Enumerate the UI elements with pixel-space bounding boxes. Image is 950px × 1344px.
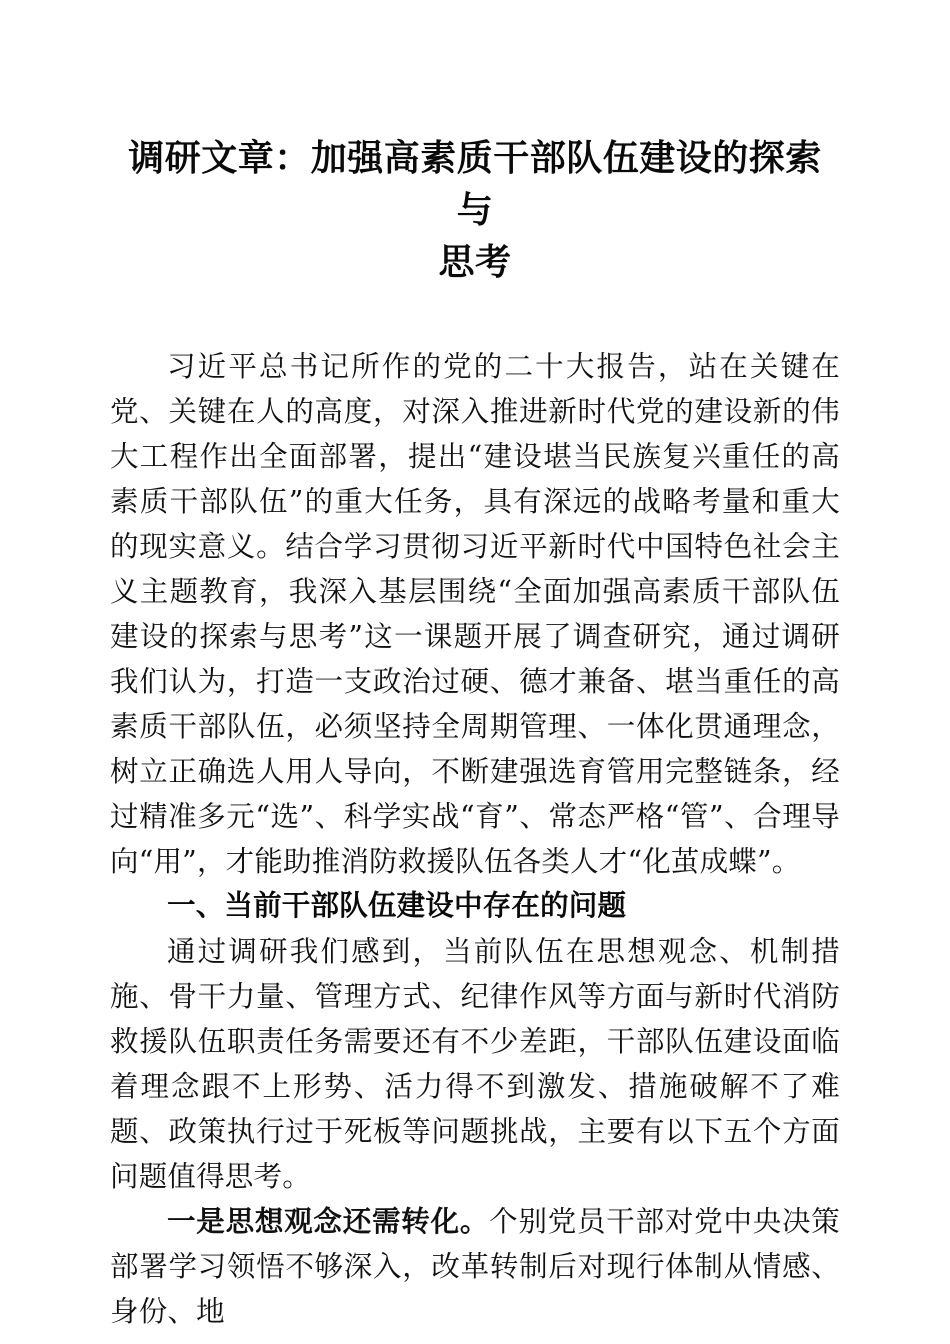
paragraph-point-one-text: 个别党员干部对党中央决策部署学习领悟不够深入，改革转制后对现行体制从情感、身份、地	[110, 1205, 841, 1328]
document-content	[110, 132, 840, 1334]
page-title-line-1: 调研文章：加强高素质干部队伍建设的探索与	[128, 138, 822, 230]
paragraph-point-one-lead: 一是思想观念还需转化。	[167, 1204, 490, 1238]
paragraph-section-one-intro: 通过调研我们感到，当前队伍在思想观念、机制措施、骨干力量、管理方式、纪律作风等方面与新时代消防救援队伍职责任务需要还有不少差距，干部队伍建设面临着理念跟不上形势、活力得不到激发、措施破解不了难题、政策执行过于死板等问题挑战，主要有以下五个方面问题值得思考。	[110, 935, 840, 1193]
document-body	[110, 344, 840, 1334]
page-title	[110, 132, 840, 288]
paragraph-point-one	[110, 1199, 840, 1334]
section-heading-one: 一、当前干部队伍建设中存在的问题	[167, 890, 627, 922]
page-title-line-2: 思考	[438, 242, 512, 282]
paragraph-intro: 习近平总书记所作的党的二十大报告，站在关键在党、关键在人的高度，对深入推进新时代党的建设新的伟大工程作出全面部署，提出“建设堪当民族复兴重任的高素质干部队伍”的重大任务，具有深远的战略考量和重大的现实意义。结合学习贯彻习近平新时代中国特色社会主义主题教育，我深入基层围绕“全面加强高素质干部队伍建设的探索与思考”这一课题开展了调查研究，通过调研我们认为，打造一支政治过硬、德才兼备、堪当重任的高素质干部队伍，必须坚持全周期管理、一体化贯通理念，树立正确选人用人导向，不断建强选育管用完整链条，经过精准多元“选”、科学实战“育”、常态严格“管”、合理导向“用”，才能助推消防救援队伍各类人才“化茧成蝶”。	[110, 350, 840, 878]
